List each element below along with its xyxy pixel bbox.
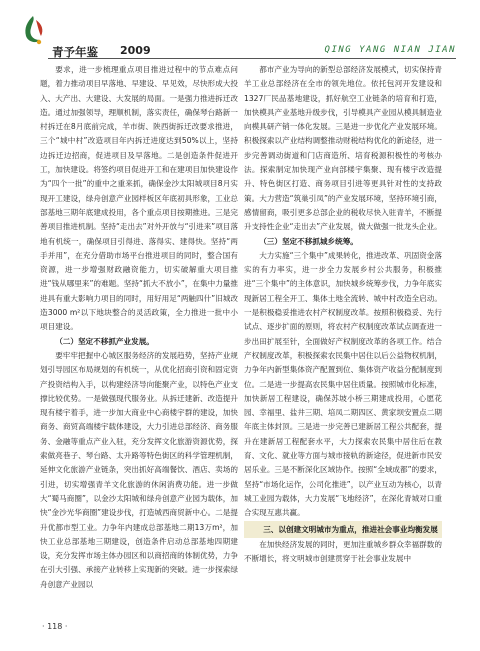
yearbook-year: 2009 [120,44,151,57]
left-column [40,63,238,592]
yearbook-logo-icon [18,14,48,46]
page-number: · 118 · [42,622,68,631]
yearbook-pinyin-title: QING YANG NIAN JIAN [324,45,456,55]
paragraph: 大力实施“三个集中”成果转化，推进改革、巩固资金落实的有力率实，进一步全力发展乡村公共服务，积极推进“三个集中”的主体意识，加快城乡统筹步伐，力争年底实现新居工程全开工、集体土地全流转、城中村改造全启动。一是积极稳妥推进农村产权制度改革。按照积极稳妥、先行试点、逐步扩面的原则，将农村产权制度改革试点调查进一步出田扩展至针，全面做好产权制度改革的各项工作。结合产权制度改革，积极探索农民集中居住以后公益物权机制，力争年内新型集体资产配置到位、集体资产收益分配制度到位。二是进一步提高农民集中居住质量。按照城市化标准，加快新居工程建设，确保苏坡小桥三期建成投用，心愿花园、幸福里、盐井三期、培凤二期四区、黄家坝安置点二期年底主体封顶。三是进一步完善已建新居工程公共配套，提升在建新居工程配套水平，大力探索农民集中居住后在教育、文化、就业等方面与城市接轨的新途径，促进新市民安居乐业。三是不断深化区域协作。按照“全域成都”的要求，坚持“市场化运作，公司化推进”，以产业互动为核心，以青城工业园为载体，大力发展“飞地经济”，在深化青城对口重合实现互惠共赢。 [244,250,442,518]
section-heading: 三、以创建文明城市为重点，推进社会事业均衡发展 [244,521,442,538]
right-column [244,63,442,566]
subsection-heading: （二）坚定不移抓产业发展。 [55,336,154,346]
paragraph: 都市产业为导向的新型总部经济发展模式，切实保持青羊工业总部经济在全市的领先地位。依托包河开发建设和1327厂民品基地建设，抓好航空工业链条的培育和打造，加快模具产业基地升级步伐，引导模具产业园从模具制造业向模具研产销一体化发展。三是进一步优化产业发展环境。积极探索以产业结构调整推动财税结构优化的新途径，进一步完善调动街道和门店商造所、培育税源积极性的考核办法。探索制定加快现产业向部楼宇集聚、现有楼宇改造提升、特色街区打造、商务项目引进等更具针对性的支持政策。大力营造“筑巢引凤”的产业发展环境，坚持环境引商，感情留商，吸引更多总部企业的税收尽快入驻青羊，不断提升支持性企业“走出去”产业发展，做大做强一批龙头企业。 [244,65,442,232]
yearbook-title: 青予年鉴 [52,45,98,59]
header-rule [48,58,456,59]
subsection-heading: （三）坚定不移抓城乡统筹。 [259,236,358,246]
paragraph: 要求，进一步梳理重点项目推进过程中的节点难点问题，着力推动项目早落地、早建设、早见效，尽快形成大投入、大产出、大建设、大发展的局面。一是强力推进拆迁改造。通过加强领导，理顺机制，落实责任，确保琴台路新一村拆迁在8月底前完成，羊市街、陕西街拆迁改要求推进，三个“城中村”改造项目年内拆迁进度达到50%以上，坚持边拆迁边招商，促进项目及早落地。二是创造条件促进开工，加快建设。将签约项目促进开工和在建项目加快建设作为“四个一批”的重中之重来抓，确保金沙太阳城项目8月实现开工建设，绿舟创意产业园样板区年底初具形象，工业总部基地三期年底建成投用，各个重点项目按期推进。三是完善项目推进机制。坚持“走出去”对外开放与“引进来”项目落地有机统一，确保项目引得进、落得实、建得快。坚持“两手并用”，在充分借助市场平台推进项目的同时，整合国有资源，进一步增强财政融资能力，切实破解重大项目推进“钱从哪里来”的难题。坚持“抓大不放小”，在集中力量推进具有重大影响力项目的同时，用好用足“两触四什”旧城改造3000 m²以下地块整合的灵活政策，全力推进一批中小项目建设。 [40,65,238,332]
page-header [0,0,480,59]
paragraph: 在加快经济发展的同时，更加注重城乡群众幸福群数的不断增长，将文明城市创建贯穿于社会事业发展中 [244,539,442,563]
paragraph: 要牢牢把握中心城区服务经济的发展趋势，坚持产业规划引导园区布局规划的有机统一，从优化招商引资和固定资产投资结构入手，以构建经济导向能聚产业，以特色产业支撑比较优势。一是做强现代服务业。从拆迁建新、改造提升现有楼宇着手，进一步加大商业中心商楼宇群的建设，加快商务、商贸高端楼宇载体建设，大力引进总部经济、商务服务、金融等重点产业入驻，充分发挥文化旅游资源优势，探索做亮巷子、琴台路、太升路等特色街区的科学管理机制，延伸文化旅游产业链条，突出抓好高端餐饮、酒店、卖场的引进，切实增强青羊文化旅游的休闲消费功能。进一步做大“蜀马商圈”，以金沙太阳城和绿舟创意产业园为载体，加快“金沙光华商圈”建设步伐，打造城西商贸新中心。二是提升优都市型工业。力争年内建成总部基地二期13万m²，加快工业总部基地三期建设，创造条件启动总部基地四期建设，充分发挥市场主体办园区和以商招商的体制优势，力争在引大引强、承接产业转移上实现新的突破。进一步探索绿舟创意产业园以 [40,350,238,589]
